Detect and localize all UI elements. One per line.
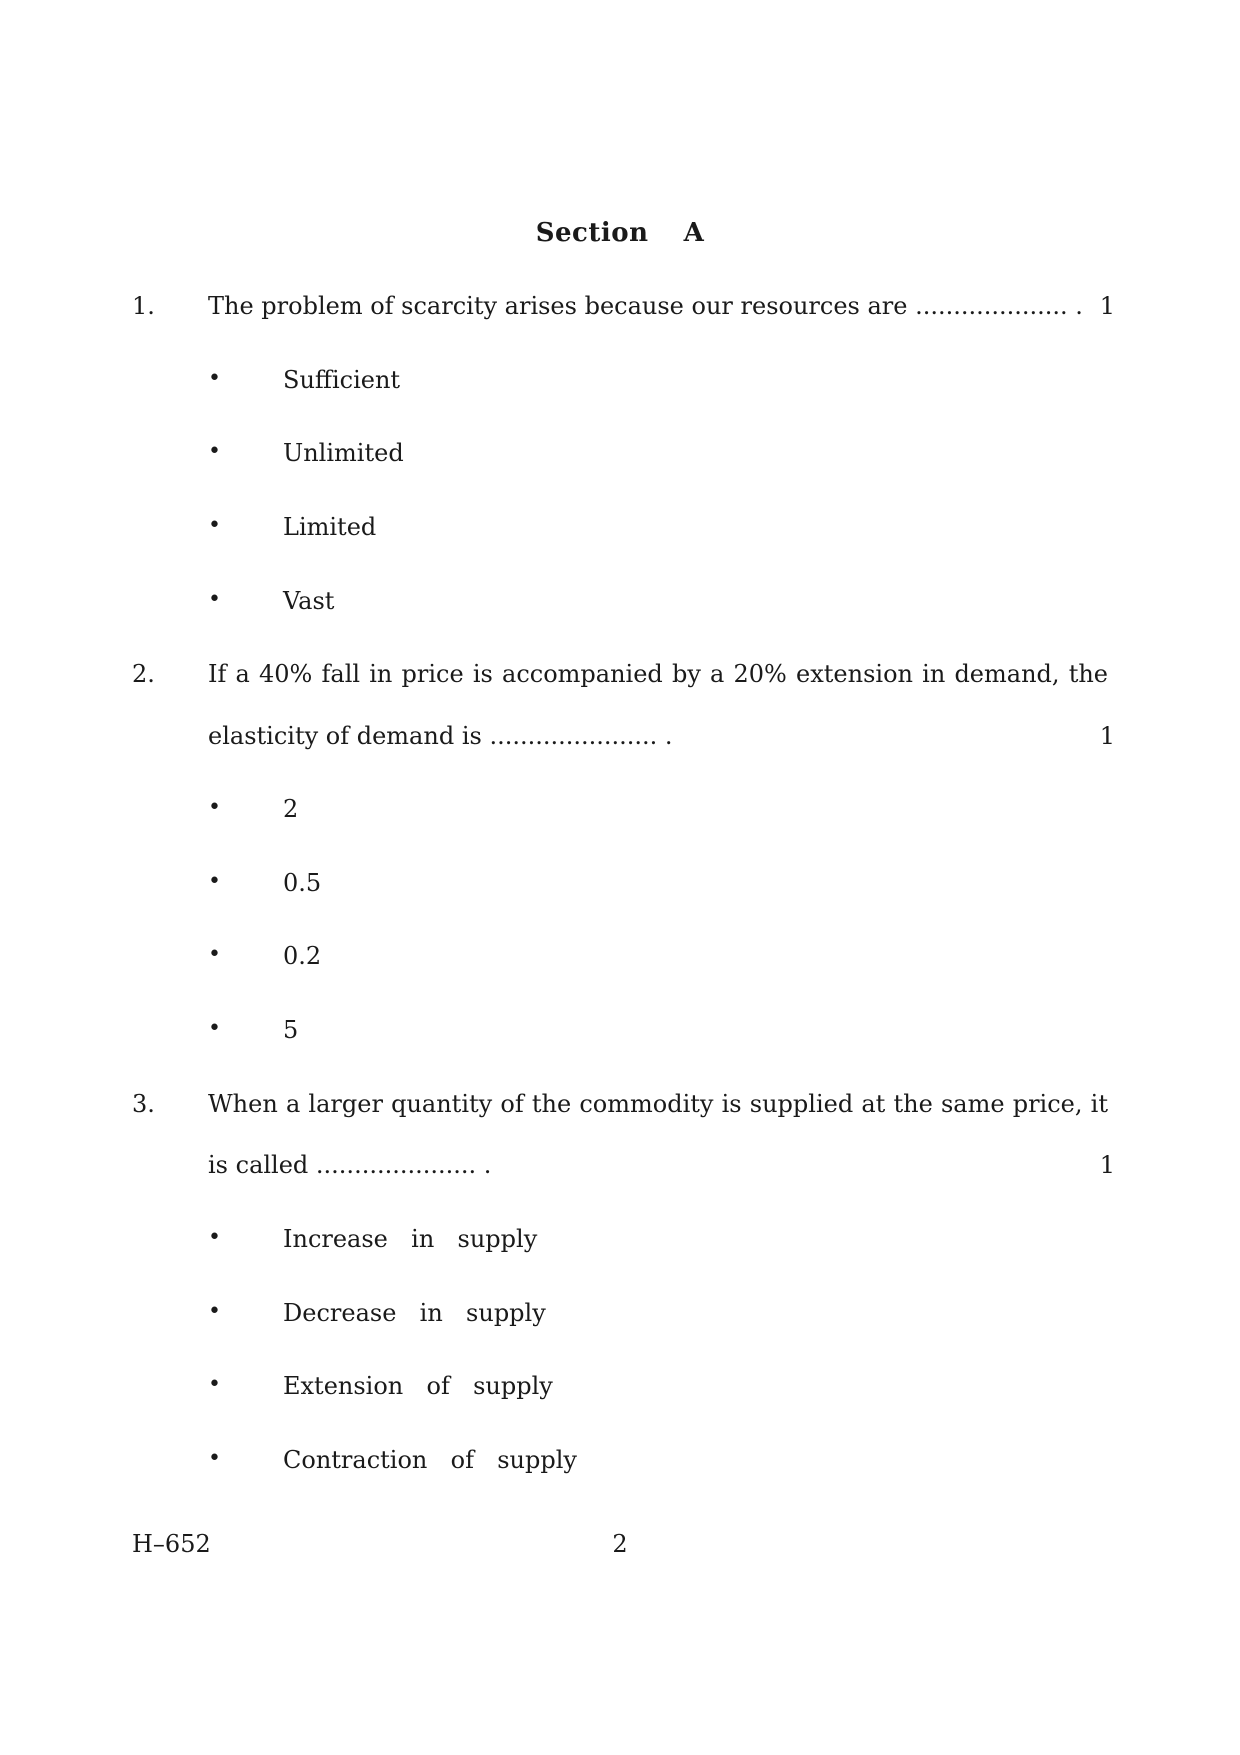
question-2-text-line-2: elasticity of demand is ...................... . [208,722,673,750]
question-1-marks: 1 [1099,292,1115,320]
bullet-icon: • [208,1016,221,1041]
question-1-option-1: Sufficient [283,366,401,394]
question-2-number: 2. [132,660,155,688]
question-2-option-4: 5 [283,1016,299,1044]
question-3-text-line-2: is called ..................... . [208,1151,492,1179]
bullet-icon: • [208,1372,221,1397]
question-1-number: 1. [132,292,155,320]
bullet-icon: • [208,366,221,391]
bullet-icon: • [208,1446,221,1471]
question-2-option-1: 2 [283,795,299,823]
bullet-icon: • [208,1225,221,1250]
question-1-option-2: Unlimited [283,439,404,467]
bullet-icon: • [208,795,221,820]
bullet-icon: • [208,1299,221,1324]
bullet-icon: • [208,439,221,464]
bullet-icon: • [208,942,221,967]
question-3-option-2: Decrease in supply [283,1299,546,1327]
question-1-option-4: Vast [283,587,335,615]
question-2-option-3: 0.2 [283,942,322,970]
bullet-icon: • [208,587,221,612]
question-3-marks: 1 [1099,1151,1115,1179]
page-number: 2 [612,1530,628,1558]
question-3-number: 3. [132,1090,155,1118]
question-1-option-3: Limited [283,513,377,541]
bullet-icon: • [208,869,221,894]
question-2-text-line-1: If a 40% fall in price is accompanied by a 20% extension in demand, the [208,660,1108,688]
question-3-option-4: Contraction of supply [283,1446,577,1474]
question-3-option-1: Increase in supply [283,1225,538,1253]
bullet-icon: • [208,513,221,538]
question-3-option-3: Extension of supply [283,1372,553,1400]
section-title: Section A [535,218,705,248]
question-3-text-line-1: When a larger quantity of the commodity is supplied at the same price, it [208,1090,1108,1118]
question-1-text: The problem of scarcity arises because our resources are .................... . [208,292,1083,320]
question-2-option-2: 0.5 [283,869,322,897]
paper-code: H–652 [132,1530,211,1558]
question-2-marks: 1 [1099,722,1115,750]
